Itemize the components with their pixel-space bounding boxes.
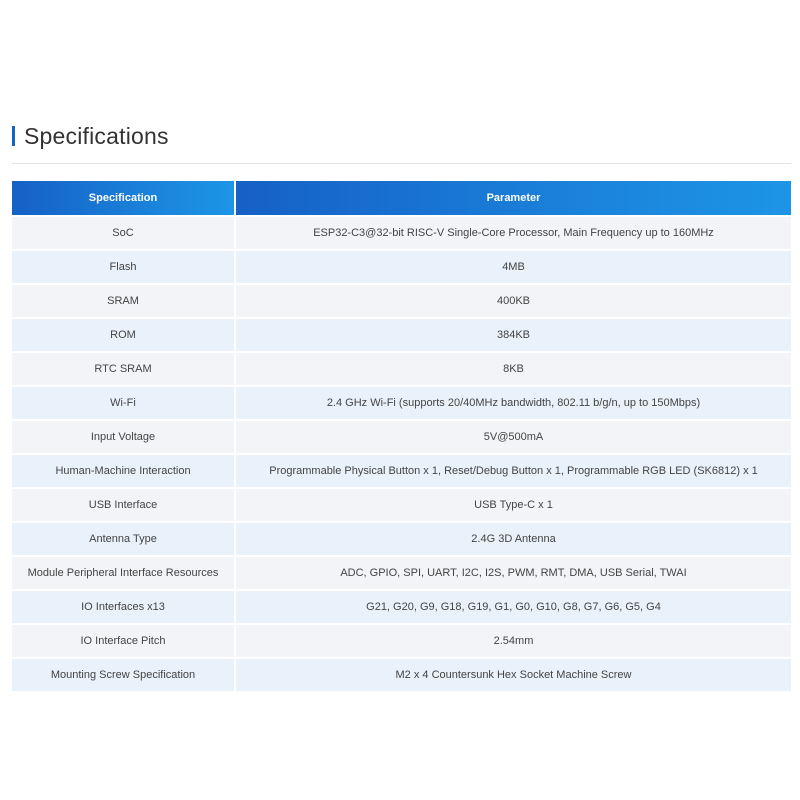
param-cell: ADC, GPIO, SPI, UART, I2C, I2S, PWM, RMT, DMA, USB Serial, TWAI: [236, 555, 791, 589]
param-cell: 5V@500mA: [236, 419, 791, 453]
heading-accent-bar: [12, 126, 15, 146]
spec-cell: Wi-Fi: [12, 385, 236, 419]
table-row: [12, 623, 791, 657]
param-cell: 2.54mm: [236, 623, 791, 657]
spec-cell: Mounting Screw Specification: [12, 657, 236, 691]
spec-cell: SRAM: [12, 283, 236, 317]
spec-cell: RTC SRAM: [12, 351, 236, 385]
param-cell: 4MB: [236, 249, 791, 283]
param-cell: 2.4G 3D Antenna: [236, 521, 791, 555]
table-row: [12, 487, 791, 521]
table-row: [12, 555, 791, 589]
spec-cell: Antenna Type: [12, 521, 236, 555]
param-cell: 2.4 GHz Wi-Fi (supports 20/40MHz bandwidth, 802.11 b/g/n, up to 150Mbps): [236, 385, 791, 419]
table-row: [12, 385, 791, 419]
spec-cell: IO Interface Pitch: [12, 623, 236, 657]
table-row: [12, 215, 791, 249]
table-row: [12, 283, 791, 317]
param-cell: 384KB: [236, 317, 791, 351]
column-header-specification: Specification: [12, 181, 236, 215]
spec-cell: USB Interface: [12, 487, 236, 521]
spec-cell: Human-Machine Interaction: [12, 453, 236, 487]
table-row: [12, 351, 791, 385]
table-row: [12, 317, 791, 351]
table-row: [12, 521, 791, 555]
param-cell: Programmable Physical Button x 1, Reset/Debug Button x 1, Programmable RGB LED (SK6812) x 1: [236, 453, 791, 487]
spec-cell: SoC: [12, 215, 236, 249]
section-heading: [12, 118, 169, 154]
column-header-parameter: Parameter: [236, 181, 791, 215]
param-cell: ESP32-C3@32-bit RISC-V Single-Core Processor, Main Frequency up to 160MHz: [236, 215, 791, 249]
spec-cell: IO Interfaces x13: [12, 589, 236, 623]
table-row: [12, 453, 791, 487]
table-row: [12, 589, 791, 623]
param-cell: 400KB: [236, 283, 791, 317]
page-title: Specifications: [24, 122, 169, 149]
param-cell: G21, G20, G9, G18, G19, G1, G0, G10, G8, G7, G6, G5, G4: [236, 589, 791, 623]
table-row: [12, 249, 791, 283]
spec-cell: Flash: [12, 249, 236, 283]
heading-divider: [12, 163, 791, 164]
spec-cell: ROM: [12, 317, 236, 351]
param-cell: 8KB: [236, 351, 791, 385]
table-row: [12, 419, 791, 453]
table-row: [12, 657, 791, 691]
param-cell: USB Type-C x 1: [236, 487, 791, 521]
spec-cell: Module Peripheral Interface Resources: [12, 555, 236, 589]
spec-table: [12, 181, 791, 691]
param-cell: M2 x 4 Countersunk Hex Socket Machine Screw: [236, 657, 791, 691]
table-header-row: [12, 181, 791, 215]
spec-cell: Input Voltage: [12, 419, 236, 453]
